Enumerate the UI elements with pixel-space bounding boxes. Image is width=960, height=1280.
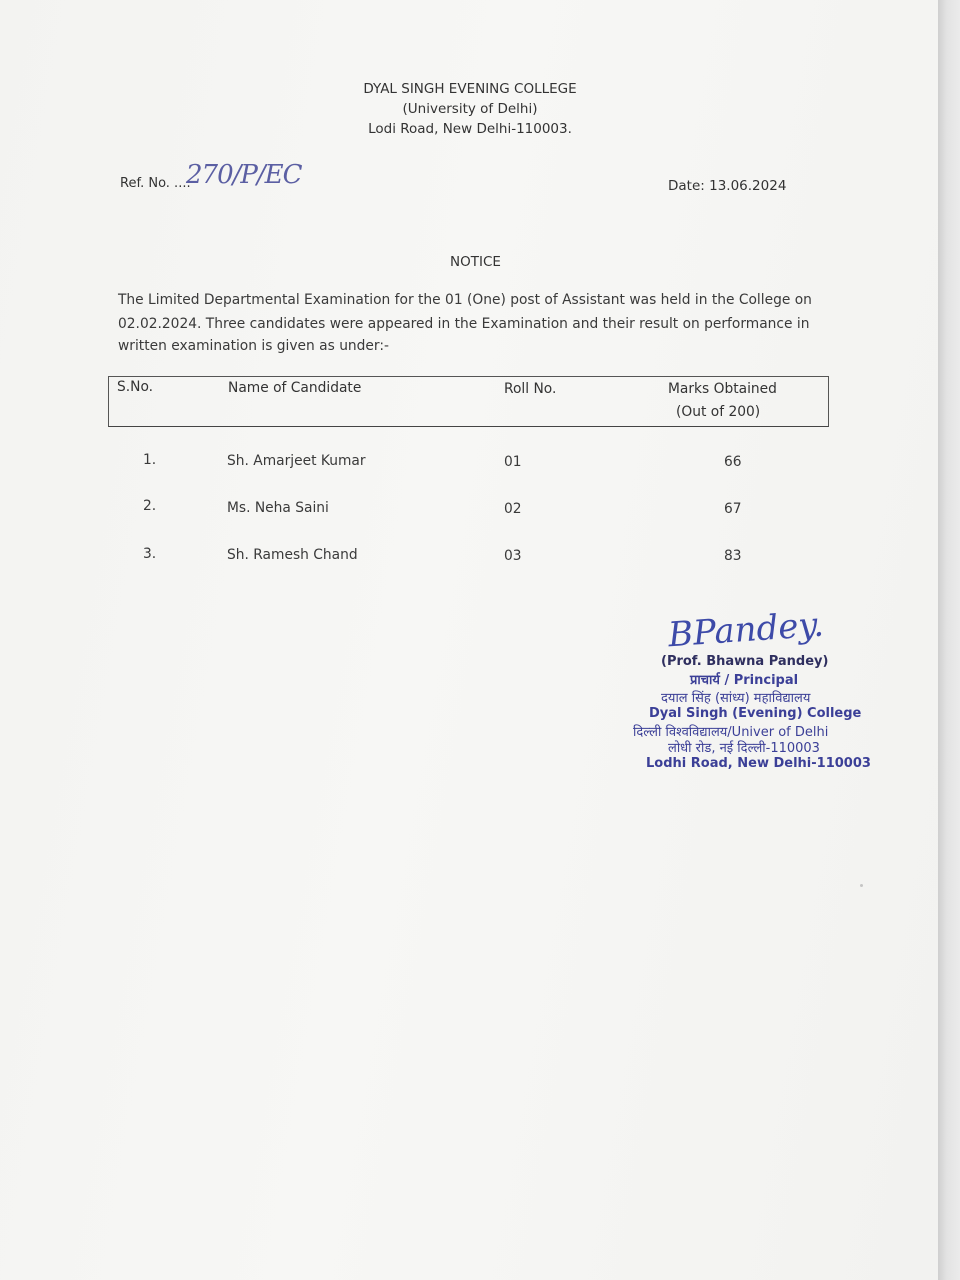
stamp-address-english: Lodhi Road, New Delhi-110003 — [646, 756, 871, 771]
notice-title: NOTICE — [450, 254, 501, 270]
stamp-university: दिल्ली विश्वविद्यालय/Univer of Delhi — [633, 725, 829, 740]
university-name: (University of Delhi) — [402, 101, 538, 117]
header-name: Name of Candidate — [228, 380, 362, 396]
principal-signature: BPandey. — [666, 604, 826, 656]
stamp-college-english: Dyal Singh (Evening) College — [649, 706, 862, 721]
ref-label: Ref. No. .... — [120, 176, 191, 191]
row-2-sno: 2. — [143, 498, 157, 514]
row-1-name: Sh. Amarjeet Kumar — [227, 453, 366, 469]
principal-name: (Prof. Bhawna Pandey) — [661, 654, 829, 669]
header-marks: Marks Obtained — [668, 381, 777, 397]
row-1-sno: 1. — [143, 452, 157, 468]
row-3-name: Sh. Ramesh Chand — [227, 547, 358, 563]
header-roll: Roll No. — [504, 381, 557, 397]
stamp-address-hindi: लोधी रोड, नई दिल्ली-110003 — [668, 741, 820, 756]
college-address: Lodi Road, New Delhi-110003. — [368, 121, 572, 137]
ref-number-handwritten: 270/P/EC — [186, 160, 302, 190]
stamp-college-hindi: दयाल सिंह (सांध्य) महाविद्यालय — [661, 691, 811, 706]
body-line-1: The Limited Departmental Examination for the 01 (One) post of Assistant was held in the College on — [118, 292, 812, 308]
body-line-3: written examination is given as under:- — [118, 338, 389, 354]
paper-speck — [860, 884, 863, 887]
row-3-marks: 83 — [724, 548, 742, 564]
row-1-roll: 01 — [504, 454, 522, 470]
header-marks-sub: (Out of 200) — [676, 404, 761, 420]
row-2-name: Ms. Neha Saini — [227, 500, 329, 516]
row-1-marks: 66 — [724, 454, 742, 470]
header-sno: S.No. — [117, 379, 154, 395]
row-3-roll: 03 — [504, 548, 522, 564]
row-2-marks: 67 — [724, 501, 742, 517]
row-2-roll: 02 — [504, 501, 522, 517]
notice-date: Date: 13.06.2024 — [668, 178, 787, 194]
body-line-2: 02.02.2024. Three candidates were appeared in the Examination and their result on performance in — [118, 316, 810, 332]
college-name: DYAL SINGH EVENING COLLEGE — [363, 81, 577, 97]
row-3-sno: 3. — [143, 546, 157, 562]
page-edge-shadow — [938, 0, 960, 1280]
stamp-designation: प्राचार्य / Principal — [690, 673, 799, 688]
